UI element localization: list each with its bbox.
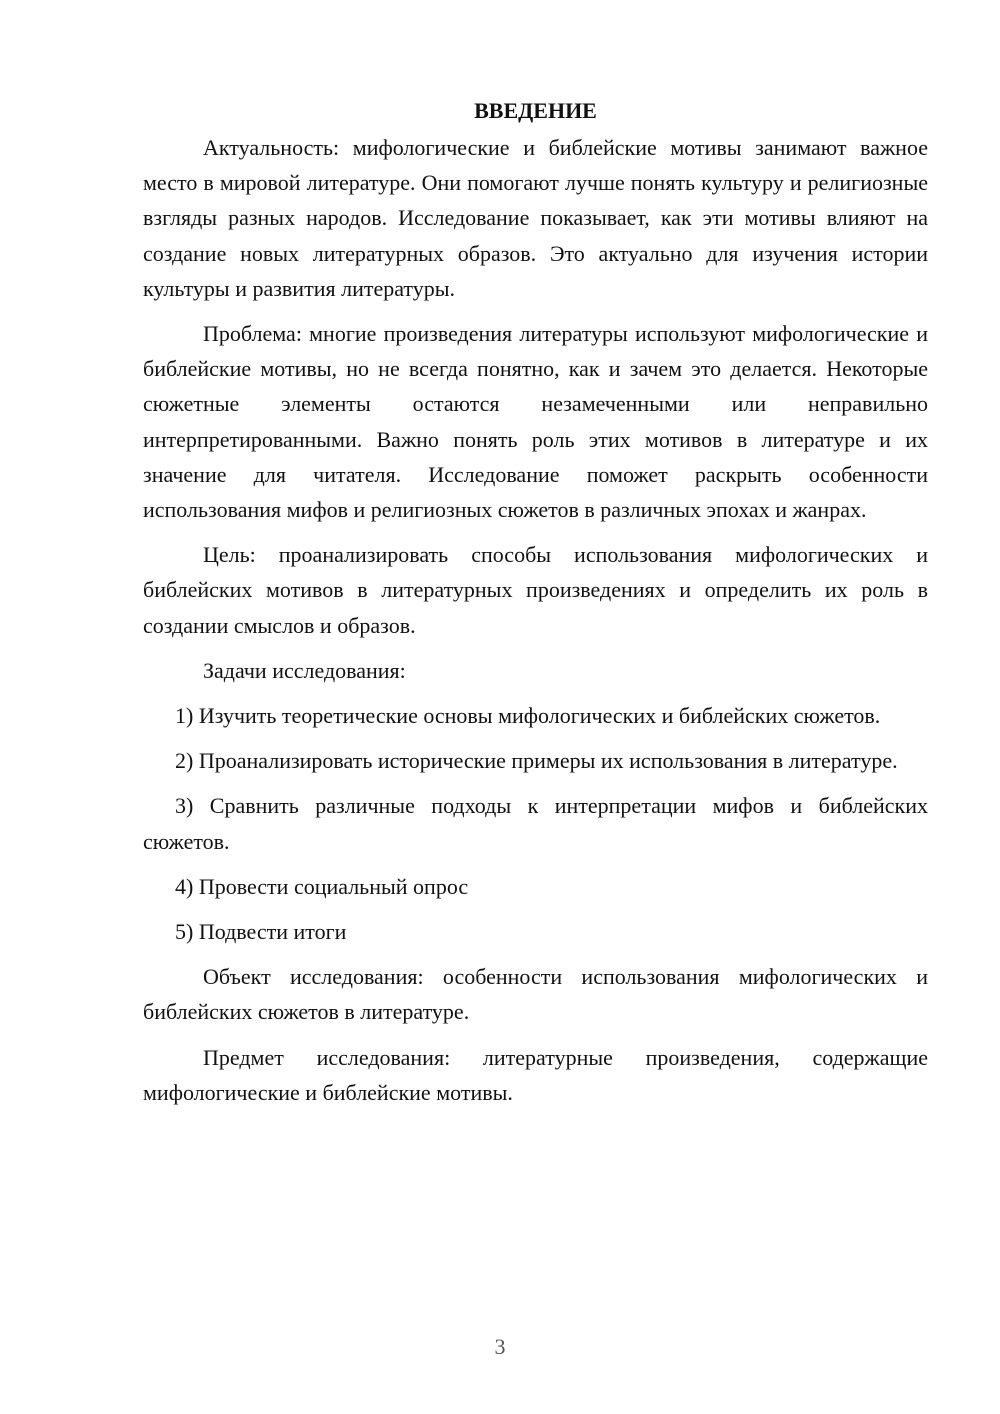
document-body — [143, 93, 928, 1120]
task-item-3: 3) Сравнить различные подходы к интерпретации мифов и библейских сюжетов. — [143, 793, 928, 854]
paragraph-object: Объект исследования: особенности использования мифологических и библейских сюжетов в литературе. — [143, 964, 928, 1025]
paragraph-problem: Проблема: многие произведения литературы используют мифологические и библейские мотивы, но не всегда понятно, как и зачем это делается. Некоторые сюжетные элементы остаются незамеченными или неправильно интерпретированными. Важно понять роль этих мотивов в литературе и их значение для читателя. Исследование поможет раскрыть особенности использования мифов и религиозных сюжетов в различных эпохах и жанрах. — [143, 321, 928, 523]
page-number: 3 — [494, 1334, 506, 1359]
paragraph-goal: Цель: проанализировать способы использования мифологических и библейских мотивов в литературных произведениях и определить их роль в создании смыслов и образов. — [143, 542, 928, 638]
tasks-heading: Задачи исследования: — [203, 657, 406, 683]
task-item-1: 1) Изучить теоретические основы мифологических и библейских сюжетов. — [175, 703, 881, 729]
task-item-2: 2) Проанализировать исторические примеры их использования в литературе. — [175, 748, 898, 774]
paragraph-relevance: Актуальность: мифологические и библейские мотивы занимают важное место в мировой литературе. Они помогают лучше понять культуру и религиозные взгляды разных народов. Исследование показывает, как эти мотивы влияют на создание новых литературных образов. Это актуально для изучения истории культуры и развития литературы. — [143, 135, 928, 301]
task-item-4: 4) Провести социальный опрос — [175, 873, 469, 899]
task-item-5: 5) Подвести итоги — [175, 919, 347, 945]
paragraph-subject: Предмет исследования: литературные произведения, содержащие мифологические и библейские мотивы. — [143, 1044, 928, 1105]
page-title: ВВЕДЕНИЕ — [474, 98, 597, 123]
